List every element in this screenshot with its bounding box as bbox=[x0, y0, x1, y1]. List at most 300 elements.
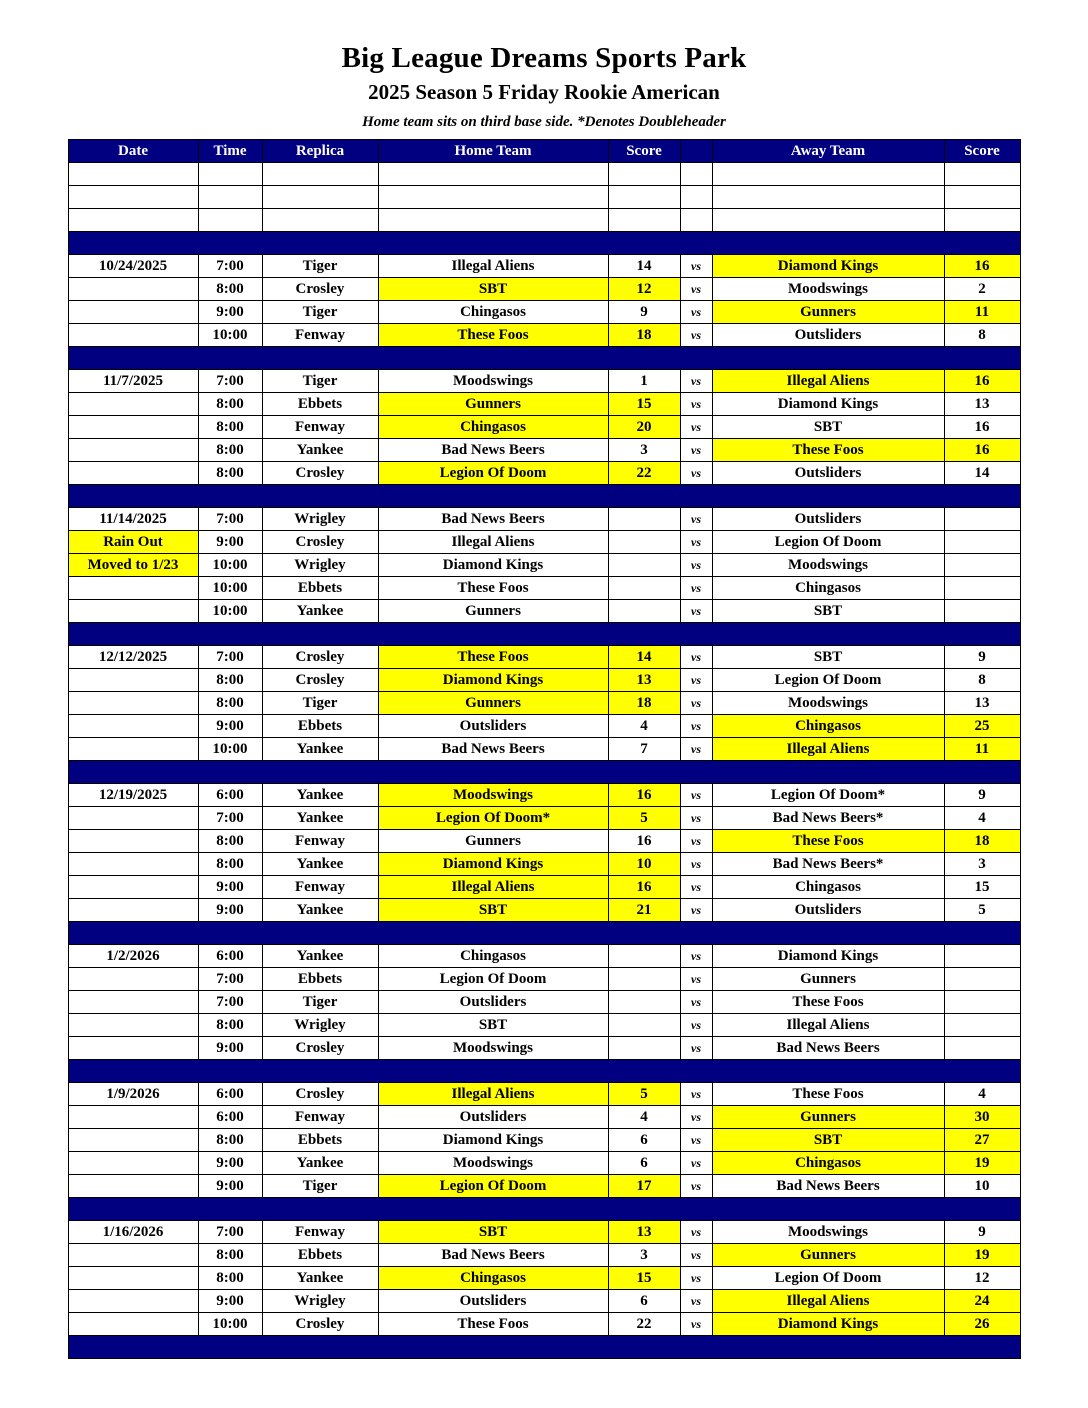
time-cell: 9:00 bbox=[198, 1152, 262, 1175]
home-team-cell: Gunners bbox=[378, 600, 608, 623]
blank-cell bbox=[68, 163, 198, 186]
home-score-cell: 22 bbox=[608, 462, 680, 485]
date-cell bbox=[68, 324, 198, 347]
vs-label: vs bbox=[680, 968, 712, 991]
time-cell: 7:00 bbox=[198, 646, 262, 669]
home-team-cell: Outsliders bbox=[378, 1290, 608, 1313]
time-cell: 6:00 bbox=[198, 784, 262, 807]
home-score-cell: 16 bbox=[608, 830, 680, 853]
home-team-cell: Outsliders bbox=[378, 715, 608, 738]
vs-label: vs bbox=[680, 508, 712, 531]
game-row bbox=[68, 807, 1020, 830]
col-header-time: Time bbox=[198, 140, 262, 163]
replica-cell: Crosley bbox=[262, 1313, 378, 1336]
home-team-cell: Illegal Aliens bbox=[378, 255, 608, 278]
time-cell: 7:00 bbox=[198, 991, 262, 1014]
replica-cell: Ebbets bbox=[262, 393, 378, 416]
date-cell bbox=[68, 301, 198, 324]
home-score-cell bbox=[608, 531, 680, 554]
game-row bbox=[68, 669, 1020, 692]
home-team-cell: SBT bbox=[378, 278, 608, 301]
home-score-cell: 4 bbox=[608, 715, 680, 738]
date-cell bbox=[68, 393, 198, 416]
home-team-cell: Bad News Beers bbox=[378, 738, 608, 761]
away-score-cell: 11 bbox=[944, 301, 1020, 324]
separator-band bbox=[68, 1198, 1020, 1221]
home-team-cell: Outsliders bbox=[378, 991, 608, 1014]
home-team-cell: Illegal Aliens bbox=[378, 531, 608, 554]
date-cell bbox=[68, 876, 198, 899]
time-cell: 9:00 bbox=[198, 876, 262, 899]
date-cell bbox=[68, 1106, 198, 1129]
away-score-cell: 16 bbox=[944, 439, 1020, 462]
date-cell bbox=[68, 439, 198, 462]
home-score-cell: 3 bbox=[608, 1244, 680, 1267]
game-row bbox=[68, 416, 1020, 439]
blank-cell bbox=[262, 209, 378, 232]
away-score-cell bbox=[944, 577, 1020, 600]
away-score-cell: 19 bbox=[944, 1152, 1020, 1175]
home-score-cell bbox=[608, 1014, 680, 1037]
date-cell bbox=[68, 1037, 198, 1060]
vs-label: vs bbox=[680, 416, 712, 439]
vs-label: vs bbox=[680, 692, 712, 715]
vs-label: vs bbox=[680, 669, 712, 692]
replica-cell: Yankee bbox=[262, 600, 378, 623]
separator-row bbox=[68, 347, 1020, 370]
home-score-cell: 22 bbox=[608, 1313, 680, 1336]
date-cell bbox=[68, 1129, 198, 1152]
date-cell bbox=[68, 462, 198, 485]
away-team-cell: Outsliders bbox=[712, 462, 944, 485]
home-score-cell: 4 bbox=[608, 1106, 680, 1129]
vs-label: vs bbox=[680, 807, 712, 830]
vs-label: vs bbox=[680, 439, 712, 462]
vs-label: vs bbox=[680, 715, 712, 738]
away-team-cell: Illegal Aliens bbox=[712, 370, 944, 393]
away-team-cell: Diamond Kings bbox=[712, 255, 944, 278]
away-team-cell: Moodswings bbox=[712, 278, 944, 301]
time-cell: 9:00 bbox=[198, 1037, 262, 1060]
separator-band bbox=[68, 485, 1020, 508]
home-score-cell: 14 bbox=[608, 255, 680, 278]
away-team-cell: Moodswings bbox=[712, 692, 944, 715]
game-row bbox=[68, 1152, 1020, 1175]
away-score-cell bbox=[944, 1037, 1020, 1060]
separator-band bbox=[68, 922, 1020, 945]
time-cell: 10:00 bbox=[198, 600, 262, 623]
replica-cell: Ebbets bbox=[262, 1129, 378, 1152]
col-header-away-team: Away Team bbox=[712, 140, 944, 163]
separator-row bbox=[68, 761, 1020, 784]
home-team-cell: These Foos bbox=[378, 324, 608, 347]
game-row bbox=[68, 968, 1020, 991]
away-score-cell bbox=[944, 968, 1020, 991]
time-cell: 8:00 bbox=[198, 1129, 262, 1152]
date-cell bbox=[68, 1313, 198, 1336]
date-cell: 10/24/2025 bbox=[68, 255, 198, 278]
away-team-cell: Gunners bbox=[712, 968, 944, 991]
date-cell: Moved to 1/23 bbox=[68, 554, 198, 577]
game-row bbox=[68, 439, 1020, 462]
home-score-cell: 5 bbox=[608, 807, 680, 830]
replica-cell: Yankee bbox=[262, 1267, 378, 1290]
home-team-cell: SBT bbox=[378, 1014, 608, 1037]
blank-cell bbox=[378, 186, 608, 209]
home-team-cell: Bad News Beers bbox=[378, 1244, 608, 1267]
away-score-cell bbox=[944, 991, 1020, 1014]
home-score-cell bbox=[608, 508, 680, 531]
game-row bbox=[68, 1221, 1020, 1244]
game-row bbox=[68, 991, 1020, 1014]
home-team-cell: Illegal Aliens bbox=[378, 876, 608, 899]
home-team-cell: Bad News Beers bbox=[378, 508, 608, 531]
vs-label: vs bbox=[680, 462, 712, 485]
vs-label: vs bbox=[680, 991, 712, 1014]
vs-label: vs bbox=[680, 577, 712, 600]
time-cell: 7:00 bbox=[198, 255, 262, 278]
home-team-cell: Diamond Kings bbox=[378, 669, 608, 692]
game-row bbox=[68, 600, 1020, 623]
replica-cell: Ebbets bbox=[262, 715, 378, 738]
vs-label: vs bbox=[680, 301, 712, 324]
home-team-cell: Legion Of Doom bbox=[378, 1175, 608, 1198]
away-team-cell: Legion Of Doom* bbox=[712, 784, 944, 807]
home-score-cell: 3 bbox=[608, 439, 680, 462]
replica-cell: Tiger bbox=[262, 692, 378, 715]
away-score-cell: 9 bbox=[944, 784, 1020, 807]
game-row bbox=[68, 370, 1020, 393]
home-team-cell: Legion Of Doom bbox=[378, 462, 608, 485]
schedule-table bbox=[68, 139, 1021, 1359]
date-cell bbox=[68, 1014, 198, 1037]
away-score-cell: 4 bbox=[944, 1083, 1020, 1106]
vs-label: vs bbox=[680, 899, 712, 922]
separator-row bbox=[68, 1060, 1020, 1083]
away-team-cell: SBT bbox=[712, 646, 944, 669]
time-cell: 9:00 bbox=[198, 899, 262, 922]
home-score-cell: 16 bbox=[608, 784, 680, 807]
blank-cell bbox=[944, 186, 1020, 209]
home-score-cell: 18 bbox=[608, 692, 680, 715]
game-row bbox=[68, 1290, 1020, 1313]
home-team-cell: Gunners bbox=[378, 393, 608, 416]
blank-cell bbox=[262, 186, 378, 209]
game-row bbox=[68, 830, 1020, 853]
date-cell bbox=[68, 853, 198, 876]
date-cell bbox=[68, 899, 198, 922]
date-cell bbox=[68, 830, 198, 853]
home-score-cell bbox=[608, 991, 680, 1014]
replica-cell: Ebbets bbox=[262, 968, 378, 991]
home-score-cell: 15 bbox=[608, 393, 680, 416]
blank-cell bbox=[68, 186, 198, 209]
home-team-cell: Diamond Kings bbox=[378, 853, 608, 876]
date-cell bbox=[68, 1175, 198, 1198]
away-score-cell: 16 bbox=[944, 416, 1020, 439]
separator-row bbox=[68, 1336, 1020, 1359]
vs-label: vs bbox=[680, 1106, 712, 1129]
blank-row bbox=[68, 209, 1020, 232]
time-cell: 7:00 bbox=[198, 807, 262, 830]
away-score-cell: 5 bbox=[944, 899, 1020, 922]
date-cell: 11/7/2025 bbox=[68, 370, 198, 393]
vs-label: vs bbox=[680, 278, 712, 301]
table-header-row bbox=[68, 140, 1020, 163]
game-row bbox=[68, 1014, 1020, 1037]
away-team-cell: Diamond Kings bbox=[712, 1313, 944, 1336]
replica-cell: Yankee bbox=[262, 853, 378, 876]
home-team-cell: Bad News Beers bbox=[378, 439, 608, 462]
away-team-cell: Bad News Beers* bbox=[712, 853, 944, 876]
away-team-cell: Bad News Beers bbox=[712, 1175, 944, 1198]
game-row bbox=[68, 738, 1020, 761]
home-team-cell: SBT bbox=[378, 899, 608, 922]
home-team-cell: These Foos bbox=[378, 1313, 608, 1336]
replica-cell: Fenway bbox=[262, 1221, 378, 1244]
date-cell: 1/2/2026 bbox=[68, 945, 198, 968]
home-score-cell bbox=[608, 1037, 680, 1060]
vs-label: vs bbox=[680, 370, 712, 393]
away-team-cell: These Foos bbox=[712, 830, 944, 853]
blank-cell bbox=[944, 209, 1020, 232]
separator-row bbox=[68, 232, 1020, 255]
away-team-cell: Bad News Beers* bbox=[712, 807, 944, 830]
time-cell: 7:00 bbox=[198, 370, 262, 393]
away-team-cell: These Foos bbox=[712, 1083, 944, 1106]
away-score-cell: 3 bbox=[944, 853, 1020, 876]
home-team-cell: Diamond Kings bbox=[378, 554, 608, 577]
schedule-table-body bbox=[68, 163, 1020, 1359]
away-team-cell: Chingasos bbox=[712, 577, 944, 600]
away-score-cell: 30 bbox=[944, 1106, 1020, 1129]
home-score-cell: 13 bbox=[608, 1221, 680, 1244]
home-score-cell: 20 bbox=[608, 416, 680, 439]
blank-cell bbox=[944, 163, 1020, 186]
home-score-cell bbox=[608, 968, 680, 991]
replica-cell: Crosley bbox=[262, 278, 378, 301]
replica-cell: Tiger bbox=[262, 255, 378, 278]
away-score-cell: 16 bbox=[944, 255, 1020, 278]
time-cell: 9:00 bbox=[198, 1290, 262, 1313]
blank-cell bbox=[198, 163, 262, 186]
home-score-cell: 1 bbox=[608, 370, 680, 393]
separator-band bbox=[68, 761, 1020, 784]
replica-cell: Fenway bbox=[262, 830, 378, 853]
blank-row bbox=[68, 163, 1020, 186]
away-team-cell: Chingasos bbox=[712, 1152, 944, 1175]
away-score-cell: 8 bbox=[944, 324, 1020, 347]
col-header-date: Date bbox=[68, 140, 198, 163]
replica-cell: Crosley bbox=[262, 646, 378, 669]
replica-cell: Fenway bbox=[262, 324, 378, 347]
home-score-cell: 10 bbox=[608, 853, 680, 876]
away-score-cell bbox=[944, 1014, 1020, 1037]
replica-cell: Wrigley bbox=[262, 1014, 378, 1037]
home-team-cell: Chingasos bbox=[378, 301, 608, 324]
date-cell bbox=[68, 577, 198, 600]
replica-cell: Crosley bbox=[262, 531, 378, 554]
game-row bbox=[68, 646, 1020, 669]
home-team-cell: Outsliders bbox=[378, 1106, 608, 1129]
away-team-cell: Diamond Kings bbox=[712, 393, 944, 416]
blank-cell bbox=[608, 186, 680, 209]
away-score-cell: 2 bbox=[944, 278, 1020, 301]
game-row bbox=[68, 462, 1020, 485]
game-row bbox=[68, 1083, 1020, 1106]
replica-cell: Tiger bbox=[262, 370, 378, 393]
replica-cell: Yankee bbox=[262, 899, 378, 922]
away-team-cell: Chingasos bbox=[712, 715, 944, 738]
time-cell: 6:00 bbox=[198, 945, 262, 968]
blank-cell bbox=[712, 209, 944, 232]
date-cell bbox=[68, 416, 198, 439]
blank-cell bbox=[262, 163, 378, 186]
replica-cell: Crosley bbox=[262, 1037, 378, 1060]
time-cell: 8:00 bbox=[198, 1267, 262, 1290]
away-team-cell: Outsliders bbox=[712, 324, 944, 347]
replica-cell: Yankee bbox=[262, 945, 378, 968]
game-row bbox=[68, 577, 1020, 600]
vs-label: vs bbox=[680, 1083, 712, 1106]
away-score-cell bbox=[944, 554, 1020, 577]
vs-label: vs bbox=[680, 554, 712, 577]
replica-cell: Ebbets bbox=[262, 1244, 378, 1267]
away-score-cell: 9 bbox=[944, 1221, 1020, 1244]
home-team-cell: Gunners bbox=[378, 830, 608, 853]
home-team-cell: SBT bbox=[378, 1221, 608, 1244]
game-row bbox=[68, 508, 1020, 531]
away-team-cell: These Foos bbox=[712, 439, 944, 462]
vs-label: vs bbox=[680, 784, 712, 807]
date-cell bbox=[68, 1290, 198, 1313]
away-score-cell: 15 bbox=[944, 876, 1020, 899]
blank-cell bbox=[198, 209, 262, 232]
away-team-cell: Illegal Aliens bbox=[712, 1290, 944, 1313]
home-team-cell: Moodswings bbox=[378, 784, 608, 807]
away-team-cell: These Foos bbox=[712, 991, 944, 1014]
blank-cell bbox=[378, 209, 608, 232]
vs-label: vs bbox=[680, 853, 712, 876]
away-team-cell: Outsliders bbox=[712, 508, 944, 531]
time-cell: 7:00 bbox=[198, 1221, 262, 1244]
page-subtitle: 2025 Season 5 Friday Rookie American bbox=[368, 80, 720, 104]
home-score-cell: 6 bbox=[608, 1152, 680, 1175]
game-row bbox=[68, 1129, 1020, 1152]
game-row bbox=[68, 1244, 1020, 1267]
separator-band bbox=[68, 1060, 1020, 1083]
game-row bbox=[68, 876, 1020, 899]
home-team-cell: Moodswings bbox=[378, 1152, 608, 1175]
away-score-cell: 11 bbox=[944, 738, 1020, 761]
game-row bbox=[68, 531, 1020, 554]
replica-cell: Fenway bbox=[262, 1106, 378, 1129]
away-team-cell: Moodswings bbox=[712, 1221, 944, 1244]
time-cell: 10:00 bbox=[198, 738, 262, 761]
home-score-cell bbox=[608, 945, 680, 968]
replica-cell: Tiger bbox=[262, 301, 378, 324]
away-score-cell: 13 bbox=[944, 393, 1020, 416]
vs-label: vs bbox=[680, 1152, 712, 1175]
away-team-cell: Gunners bbox=[712, 1106, 944, 1129]
away-team-cell: SBT bbox=[712, 416, 944, 439]
replica-cell: Yankee bbox=[262, 738, 378, 761]
away-team-cell: Bad News Beers bbox=[712, 1037, 944, 1060]
time-cell: 8:00 bbox=[198, 853, 262, 876]
vs-label: vs bbox=[680, 1221, 712, 1244]
game-row bbox=[68, 301, 1020, 324]
game-row bbox=[68, 1106, 1020, 1129]
date-cell bbox=[68, 968, 198, 991]
replica-cell: Wrigley bbox=[262, 554, 378, 577]
time-cell: 8:00 bbox=[198, 1244, 262, 1267]
replica-cell: Wrigley bbox=[262, 508, 378, 531]
time-cell: 8:00 bbox=[198, 669, 262, 692]
blank-row bbox=[68, 186, 1020, 209]
time-cell: 7:00 bbox=[198, 968, 262, 991]
home-score-cell: 14 bbox=[608, 646, 680, 669]
col-header-away-score: Score bbox=[944, 140, 1020, 163]
vs-label: vs bbox=[680, 1014, 712, 1037]
blank-cell bbox=[68, 209, 198, 232]
date-cell bbox=[68, 600, 198, 623]
game-row bbox=[68, 1313, 1020, 1336]
vs-label: vs bbox=[680, 531, 712, 554]
separator-row bbox=[68, 922, 1020, 945]
away-team-cell: Moodswings bbox=[712, 554, 944, 577]
time-cell: 10:00 bbox=[198, 324, 262, 347]
blank-cell bbox=[712, 163, 944, 186]
blank-cell bbox=[608, 209, 680, 232]
vs-label: vs bbox=[680, 1244, 712, 1267]
blank-cell bbox=[680, 163, 712, 186]
vs-label: vs bbox=[680, 600, 712, 623]
home-team-cell: These Foos bbox=[378, 577, 608, 600]
date-cell bbox=[68, 669, 198, 692]
blank-cell bbox=[198, 186, 262, 209]
vs-label: vs bbox=[680, 738, 712, 761]
vs-label: vs bbox=[680, 1037, 712, 1060]
away-score-cell: 10 bbox=[944, 1175, 1020, 1198]
date-cell: 1/16/2026 bbox=[68, 1221, 198, 1244]
home-score-cell: 6 bbox=[608, 1290, 680, 1313]
away-team-cell: Diamond Kings bbox=[712, 945, 944, 968]
away-team-cell: SBT bbox=[712, 1129, 944, 1152]
date-cell bbox=[68, 738, 198, 761]
separator-band bbox=[68, 232, 1020, 255]
blank-cell bbox=[712, 186, 944, 209]
home-score-cell: 6 bbox=[608, 1129, 680, 1152]
separator-row bbox=[68, 623, 1020, 646]
time-cell: 8:00 bbox=[198, 1014, 262, 1037]
away-score-cell bbox=[944, 600, 1020, 623]
vs-label: vs bbox=[680, 646, 712, 669]
home-team-cell: Diamond Kings bbox=[378, 1129, 608, 1152]
game-row bbox=[68, 1175, 1020, 1198]
away-team-cell: Chingasos bbox=[712, 876, 944, 899]
separator-band bbox=[68, 347, 1020, 370]
away-score-cell: 13 bbox=[944, 692, 1020, 715]
time-cell: 8:00 bbox=[198, 439, 262, 462]
time-cell: 8:00 bbox=[198, 393, 262, 416]
home-team-cell: Chingasos bbox=[378, 416, 608, 439]
away-score-cell bbox=[944, 531, 1020, 554]
home-team-cell: Chingasos bbox=[378, 945, 608, 968]
away-score-cell bbox=[944, 508, 1020, 531]
replica-cell: Yankee bbox=[262, 784, 378, 807]
replica-cell: Yankee bbox=[262, 439, 378, 462]
away-team-cell: Illegal Aliens bbox=[712, 1014, 944, 1037]
